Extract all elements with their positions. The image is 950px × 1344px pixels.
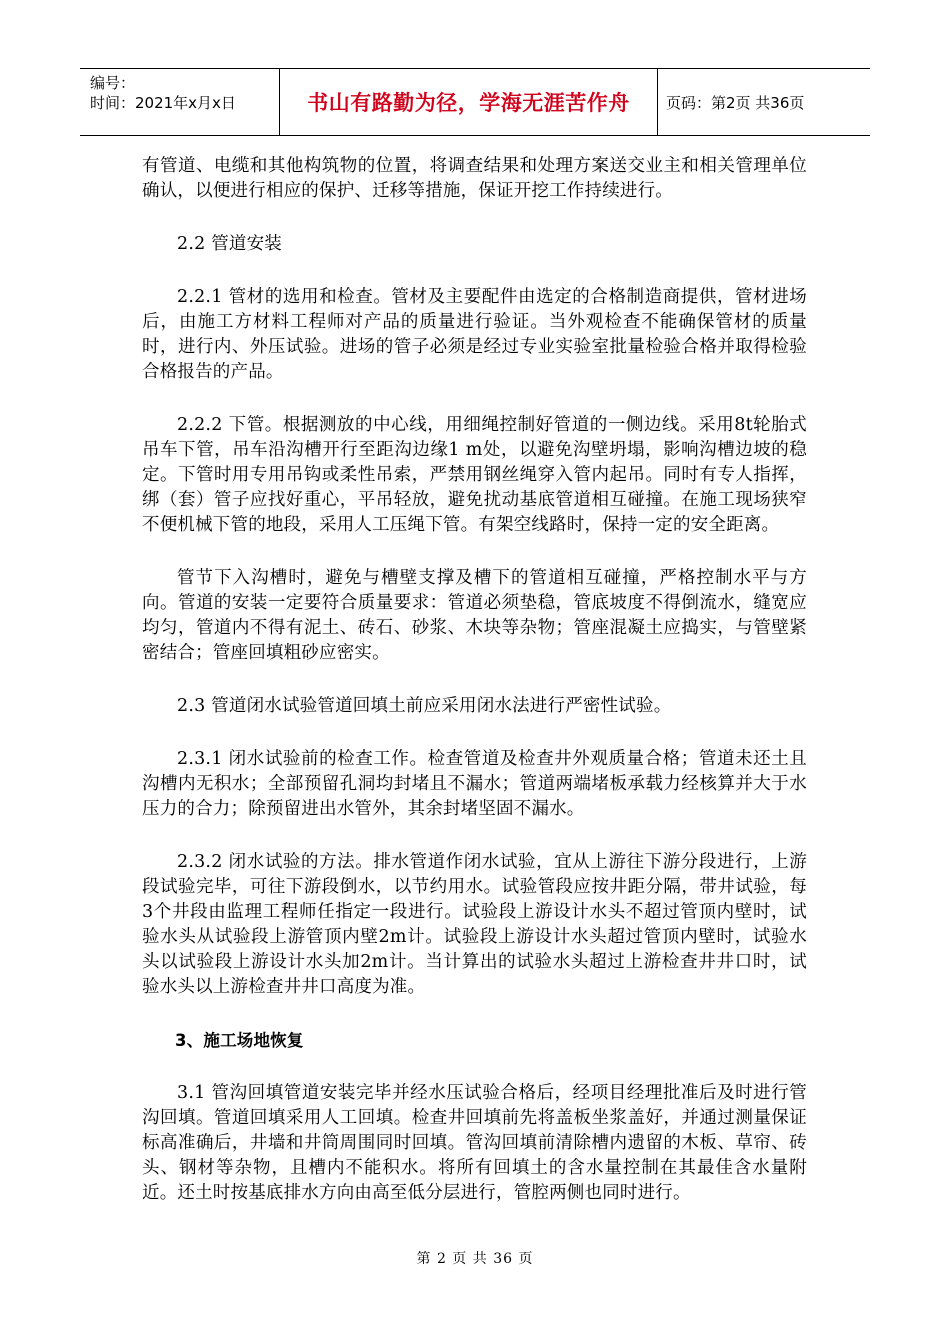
paragraph: 2.2.2 下管。根据测放的中心线，用细绳控制好管道的一侧边线。采用8t轮胎式吊车下管，吊车沿沟槽开行至距沟边缘1 m处，以避免沟壁坍塌，影响沟槽边坡的稳定。下管时用专用吊钩或柔性吊索，严禁用钢丝绳穿入管内起吊。同时有专人指挥，绑（套）管子应找好重心，平吊轻放，避免扰动基底管道相互碰撞。在施工现场狭窄不便机械下管的地段，采用人工压绳下管。有架空线路时，保持一定的安全距离。 xyxy=(142,415,807,535)
page-footer: 第 2 页 共 36 页 xyxy=(416,1251,534,1267)
section-heading-2-3: 2.3 管道闭水试验管道回填土前应采用闭水法进行严密性试验。 xyxy=(177,696,672,716)
paragraph: 2.3.2 闭水试验的方法。排水管道作闭水试验，宜从上游往下游分段进行，上游段试验完毕，可往下游段倒水，以节约用水。试验管段应按井距分隔，带井试验，每3个井段由监理工程师任指定一段进行。试验段上游设计水头不超过管顶内壁时，试验水头从试验段上游管顶内壁2m计。试验段上游设计水头超过管顶内壁时，试验水头以试验段上游设计水头加2m计。当计算出的试验水头超过上游检查井井口时，试验水头以上游检查井井口高度为准。 xyxy=(142,852,807,997)
paragraph: 有管道、电缆和其他构筑物的位置，将调查结果和处理方案送交业主和相关管理单位确认，以便进行相应的保护、迁移等措施，保证开挖工作持续进行。 xyxy=(142,156,807,201)
header-motto: 书山有路勤为径，学海无涯苦作舟 xyxy=(280,69,658,135)
document-number-label: 编号： xyxy=(90,74,136,92)
paragraph: 3.1 管沟回填管道安装完毕并经水压试验合格后，经项目经理批准后及时进行管沟回填。管道回填采用人工回填。检查井回填前先将盖板坐浆盖好，并通过测量保证标高准确后，井墙和井筒周围同时回填。管沟回填前清除槽内遗留的木板、草帘、砖头、钢材等杂物，且槽内不能积水。将所有回填土的含水量控制在其最佳含水量附近。还土时按基底排水方向由高至低分层进行，管腔两侧也同时进行。 xyxy=(142,1083,807,1203)
header-page-info: 页码：第2页 共36页 xyxy=(666,93,805,112)
paragraph: 2.2.1 管材的选用和检查。管材及主要配件由选定的合格制造商提供，管材进场后，由施工方材料工程师对产品的质量进行验证。当外观检查不能确保管材的质量时，进行内、外压试验。进场的管子必须是经过专业实验室批量检验合格并取得检验合格报告的产品。 xyxy=(142,287,807,382)
header-meta xyxy=(80,69,280,135)
paragraph: 管节下入沟槽时，避免与槽壁支撑及槽下的管道相互碰撞，严格控制水平与方向。管道的安装一定要符合质量要求：管道必须垫稳，管底坡度不得倒流水，缝宽应均匀，管道内不得有泥土、砖石、砂浆、木块等杂物；管座混凝土应捣实，与管壁紧密结合；管座回填粗砂应密实。 xyxy=(142,568,807,663)
section-heading-3: 3、施工场地恢复 xyxy=(175,1031,304,1050)
document-body xyxy=(142,154,807,1206)
section-heading-2-2: 2.2 管道安装 xyxy=(177,234,282,254)
document-time-label: 时间：2021年x月x日 xyxy=(90,94,236,112)
page-header xyxy=(80,68,870,136)
paragraph: 2.3.1 闭水试验前的检查工作。检查管道及检查井外观质量合格；管道未还土且沟槽内无积水；全部预留孔洞均封堵且不漏水；管道两端堵板承载力经核算并大于水压力的合力；除预留进出水管外，其余封堵坚固不漏水。 xyxy=(142,749,807,819)
